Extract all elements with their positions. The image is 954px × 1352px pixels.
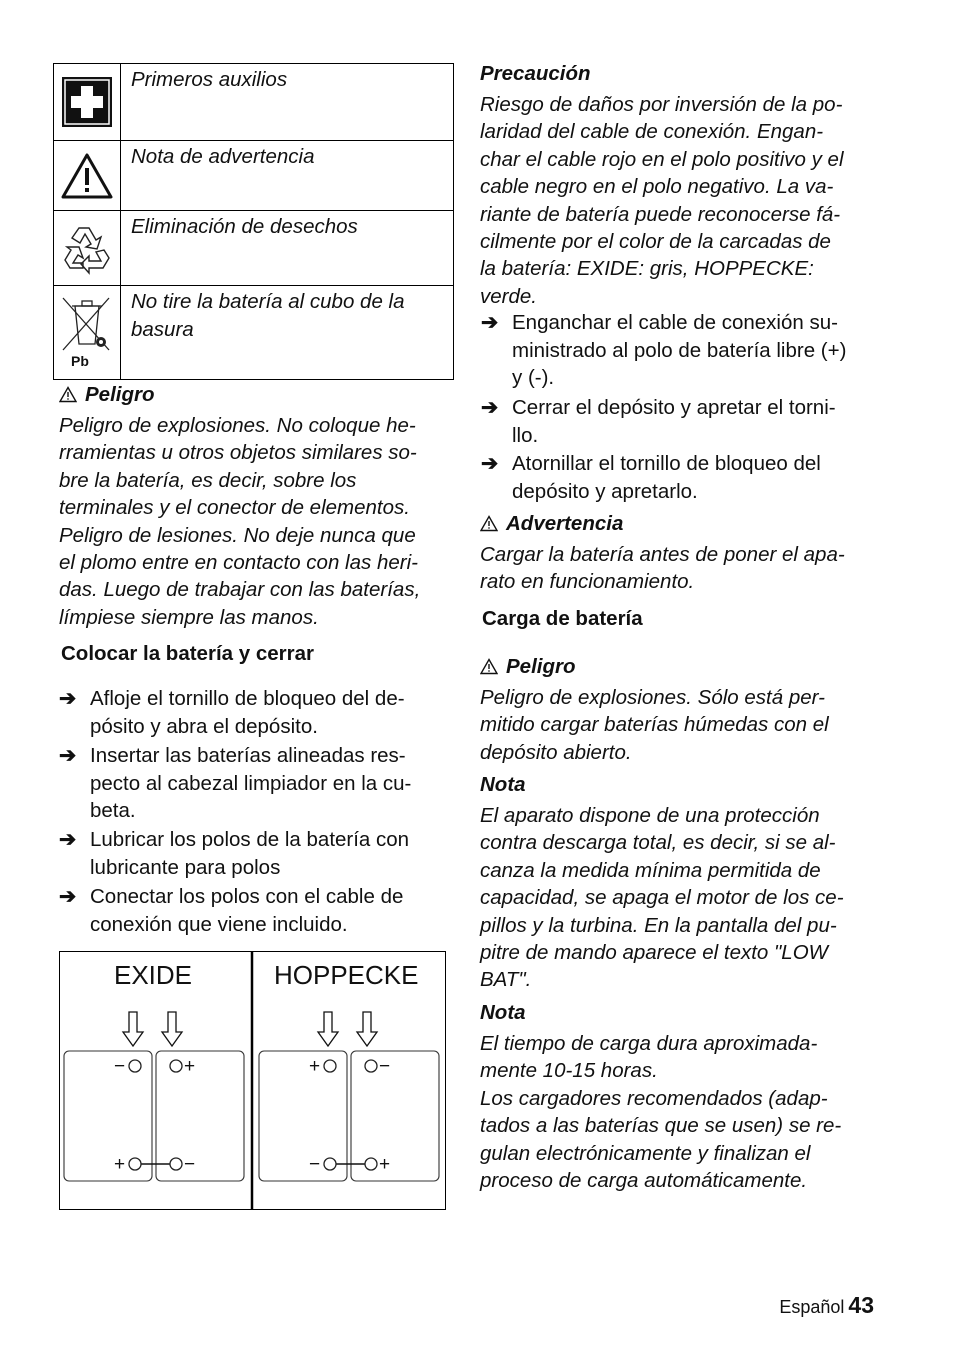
crossed-bin-icon	[54, 286, 121, 379]
step-item	[481, 394, 881, 450]
first-aid-icon	[54, 64, 121, 140]
text-line: depósito abierto.	[480, 740, 632, 764]
text-line: riante de batería puede reconocerse fá-	[480, 202, 841, 226]
danger-text	[480, 684, 829, 766]
recycle-icon	[54, 211, 121, 285]
symbol-row-first-aid	[54, 64, 453, 140]
text-line: tados a las baterías que se usen) se re-	[480, 1114, 842, 1138]
warning-title: Advertencia	[506, 512, 624, 535]
battery-polarity-figure	[59, 951, 446, 1210]
warning-icon	[59, 386, 77, 403]
warning-icon	[480, 658, 498, 675]
note-text	[480, 802, 844, 994]
text-line: verde.	[480, 284, 537, 308]
text-line: El aparato dispone de una protección	[480, 804, 820, 827]
text-line: Riesgo de daños por inversión de la po-	[480, 93, 843, 116]
symbol-label: Nota de advertencia	[131, 145, 315, 168]
caution-title: Precaución	[480, 62, 591, 85]
note-text	[480, 1030, 841, 1194]
page-number: 43	[848, 1292, 874, 1318]
step-item	[59, 685, 454, 741]
text-line: capacidad, se apaga el motor de los ce-	[480, 886, 844, 910]
arrow-icon: ➔	[481, 452, 499, 475]
arrow-icon: ➔	[59, 687, 77, 710]
symbol-table	[53, 63, 454, 380]
text-line: pillos y la turbina. En la pantalla del pu-	[480, 913, 837, 937]
text-line: mitido cargar baterías húmedas con el	[480, 713, 829, 737]
text-line: gulan electrónicamente y finalizan el	[480, 1141, 811, 1165]
text-line: laridad del cable de conexión. Engan-	[480, 120, 824, 144]
text-line: contra descarga total, es decir, si se al-	[480, 831, 836, 855]
symbol-label: Primeros auxilios	[131, 68, 288, 91]
exide-label: EXIDE	[114, 960, 193, 990]
arrow-icon: ➔	[59, 744, 77, 767]
text-line: char el cable rojo en el polo positivo y el	[480, 147, 844, 171]
symbol-row-recycle	[54, 210, 453, 285]
symbol-label: No tire la batería al cubo de la basura	[131, 290, 405, 341]
terminal-sign: +	[309, 1056, 321, 1077]
warning-heading	[480, 512, 623, 536]
danger-title: Peligro	[506, 655, 576, 678]
symbol-row-warning	[54, 140, 453, 210]
text-line: BAT".	[480, 968, 532, 992]
arrow-down-icon	[123, 1012, 377, 1046]
text-line: el plomo entre en contacto con las heri-	[59, 551, 418, 575]
step-item	[481, 450, 881, 506]
danger-title: Peligro	[85, 383, 155, 406]
step-item	[59, 883, 454, 939]
note-title: Nota	[480, 773, 526, 796]
text-line: El tiempo de carga dura aproximada-	[480, 1032, 818, 1055]
warning-icon	[54, 141, 121, 210]
footer-language: Español	[779, 1297, 845, 1317]
svg-text:Pb: Pb	[71, 352, 89, 369]
step-item	[59, 826, 454, 882]
terminal-sign: −	[379, 1056, 391, 1077]
caution-text	[480, 91, 844, 310]
arrow-icon: ➔	[59, 885, 77, 908]
arrow-icon: ➔	[481, 396, 499, 419]
text-line: Peligro de explosiones. No coloque he-	[59, 414, 416, 437]
symbol-row-disposal	[54, 285, 453, 379]
step-text: Atornillar el tornillo de bloqueo del depósito y apretarlo.	[512, 452, 821, 503]
text-line: proceso de carga automáticamente.	[480, 1169, 808, 1193]
symbol-label: Eliminación de desechos	[131, 215, 358, 238]
warning-icon	[480, 515, 498, 532]
step-text: Conectar los polos con el cable de conexión que viene incluido.	[90, 885, 404, 936]
danger-text	[59, 412, 420, 631]
danger-heading	[59, 383, 155, 407]
text-line: bre la batería, es decir, sobre los	[59, 468, 357, 492]
hoppecke-label: HOPPECKE	[274, 960, 419, 990]
note-title: Nota	[480, 1001, 526, 1024]
terminal-sign: +	[379, 1154, 391, 1175]
text-line: terminales y el conector de elementos.	[59, 496, 410, 520]
section-title-install: Colocar la batería y cerrar	[61, 642, 314, 665]
text-line: la batería: EXIDE: gris, HOPPECKE:	[480, 257, 814, 281]
arrow-icon: ➔	[59, 828, 77, 851]
text-line: mente 10-15 horas.	[480, 1059, 658, 1083]
terminal-sign: −	[309, 1154, 321, 1175]
text-line: rato en funcionamiento.	[480, 570, 695, 594]
warning-text	[480, 541, 845, 596]
step-item	[59, 742, 454, 825]
text-line: límpiese siempre las manos.	[59, 605, 319, 629]
text-line: canza la medida mínima permitida de	[480, 858, 821, 882]
text-line: cilmente por el color de la carcadas de	[480, 230, 831, 254]
page-footer	[779, 1292, 874, 1319]
step-text: Enganchar el cable de conexión su- ministrado al polo de batería libre (+) y (-).	[512, 311, 847, 389]
text-line: pitre de mando aparece el texto "LOW	[480, 941, 828, 965]
step-text: Cerrar el depósito y apretar el torni- llo.	[512, 396, 836, 447]
step-text: Lubricar los polos de la batería con lubricante para polos	[90, 828, 410, 879]
step-text: Afloje el tornillo de bloqueo del de- pósito y abra el depósito.	[90, 687, 405, 738]
step-text: Insertar las baterías alineadas res- pecto al cabezal limpiador en la cu- beta.	[90, 744, 412, 822]
terminal-sign: −	[114, 1056, 126, 1077]
text-line: Cargar la batería antes de poner el apa-	[480, 543, 845, 566]
text-line: das. Luego de trabajar con las baterías,	[59, 578, 421, 602]
terminal-sign: −	[184, 1154, 196, 1175]
terminal-sign: +	[114, 1154, 126, 1175]
terminal-sign: +	[184, 1056, 196, 1077]
section-title-charging: Carga de batería	[482, 607, 643, 630]
text-line: Peligro de lesiones. No deje nunca que	[59, 523, 416, 547]
text-line: Peligro de explosiones. Sólo está per-	[480, 686, 825, 709]
step-item	[481, 309, 881, 392]
text-line: cable negro en el polo negativo. La va-	[480, 175, 834, 199]
text-line: Los cargadores recomendados (adap-	[480, 1086, 828, 1110]
arrow-icon: ➔	[481, 311, 499, 334]
danger-heading	[480, 655, 576, 679]
text-line: rramientas u otros objetos similares so-	[59, 441, 417, 465]
